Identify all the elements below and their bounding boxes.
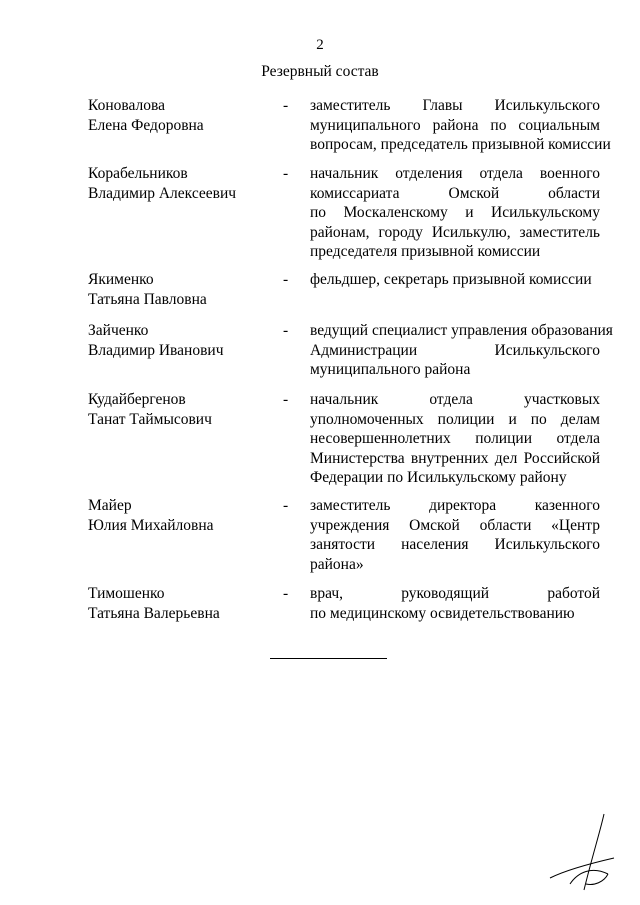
member-given-name: Елена Федоровна bbox=[88, 116, 204, 134]
member-surname: Коновалова bbox=[88, 97, 165, 114]
member-given-name: Владимир Алексеевич bbox=[88, 184, 237, 202]
dash-separator: - bbox=[283, 271, 289, 288]
member-position bbox=[310, 270, 600, 290]
dash-separator: - bbox=[283, 391, 289, 408]
member-name bbox=[88, 390, 278, 429]
dash-separator: - bbox=[283, 585, 289, 602]
member-position bbox=[310, 390, 600, 488]
position-line: по медицинскому освидетельствованию bbox=[310, 604, 575, 622]
position-line: заместитель директора казенного bbox=[310, 497, 600, 514]
position-line: ведущий специалист управления образования bbox=[310, 322, 613, 339]
dash-separator: - bbox=[283, 165, 289, 182]
position-line: муниципального района bbox=[310, 361, 471, 378]
position-line: врач, руководящий работой bbox=[310, 585, 600, 602]
dash-separator: - bbox=[283, 97, 289, 114]
dash-separator: - bbox=[283, 497, 289, 514]
member-position bbox=[310, 496, 600, 574]
member-given-name: Юлия Михайловна bbox=[88, 516, 214, 534]
position-line: председателя призывной комиссии bbox=[310, 243, 541, 260]
position-line: Федерации по Исилькульскому району bbox=[310, 469, 567, 486]
member-surname: Зайченко bbox=[88, 322, 149, 339]
signature-mark bbox=[548, 812, 618, 894]
position-line: начальник отдела участковых bbox=[310, 391, 600, 408]
member-name bbox=[88, 164, 278, 203]
position-line: начальник отделения отдела военного bbox=[310, 165, 600, 182]
position-line: несовершеннолетних полиции отдела bbox=[310, 430, 600, 447]
position-line: вопросам, председатель призывной комиссии bbox=[310, 136, 611, 153]
member-surname: Корабельников bbox=[88, 165, 188, 182]
member-name bbox=[88, 584, 278, 623]
position-line: учреждения Омской области «Центр bbox=[310, 516, 600, 534]
member-given-name: Татьяна Павловна bbox=[88, 290, 207, 308]
position-line: района» bbox=[310, 555, 364, 573]
member-position bbox=[310, 584, 600, 623]
position-line: фельдшер, секретарь призывной комиссии bbox=[310, 271, 592, 288]
member-position bbox=[310, 164, 600, 262]
member-position bbox=[310, 96, 611, 155]
page-number: 2 bbox=[316, 37, 324, 53]
member-given-name: Татьяна Валерьевна bbox=[88, 604, 220, 622]
member-name bbox=[88, 270, 278, 309]
page-title: Резервный состав bbox=[261, 63, 379, 80]
position-line: занятости населения Исилькульского bbox=[310, 536, 600, 553]
member-given-name: Владимир Иванович bbox=[88, 341, 224, 359]
member-name bbox=[88, 96, 278, 135]
member-surname: Якименко bbox=[88, 271, 154, 288]
position-line: по Москаленскому и Исилькульскому bbox=[310, 204, 600, 221]
member-surname: Кудайбергенов bbox=[88, 391, 186, 408]
member-surname: Майер bbox=[88, 497, 132, 514]
member-name bbox=[88, 496, 278, 535]
member-position bbox=[310, 321, 613, 380]
position-line: районам, городу Исилькулю, заместитель bbox=[310, 223, 600, 241]
dash-separator: - bbox=[283, 322, 289, 339]
position-line: уполномоченных полиции и по делам bbox=[310, 410, 600, 428]
position-line: Администрации Исилькульского bbox=[310, 341, 600, 359]
position-line: муниципального района по социальным bbox=[310, 116, 600, 134]
member-name bbox=[88, 321, 278, 360]
position-line: Министерства внутренних дел Российской bbox=[310, 449, 600, 467]
end-separator-line bbox=[270, 658, 387, 659]
member-surname: Тимошенко bbox=[88, 585, 165, 602]
position-line: заместитель Главы Исилькульского bbox=[310, 97, 600, 114]
position-line: комиссариата Омской области bbox=[310, 184, 600, 202]
member-given-name: Танат Таймысович bbox=[88, 410, 212, 428]
